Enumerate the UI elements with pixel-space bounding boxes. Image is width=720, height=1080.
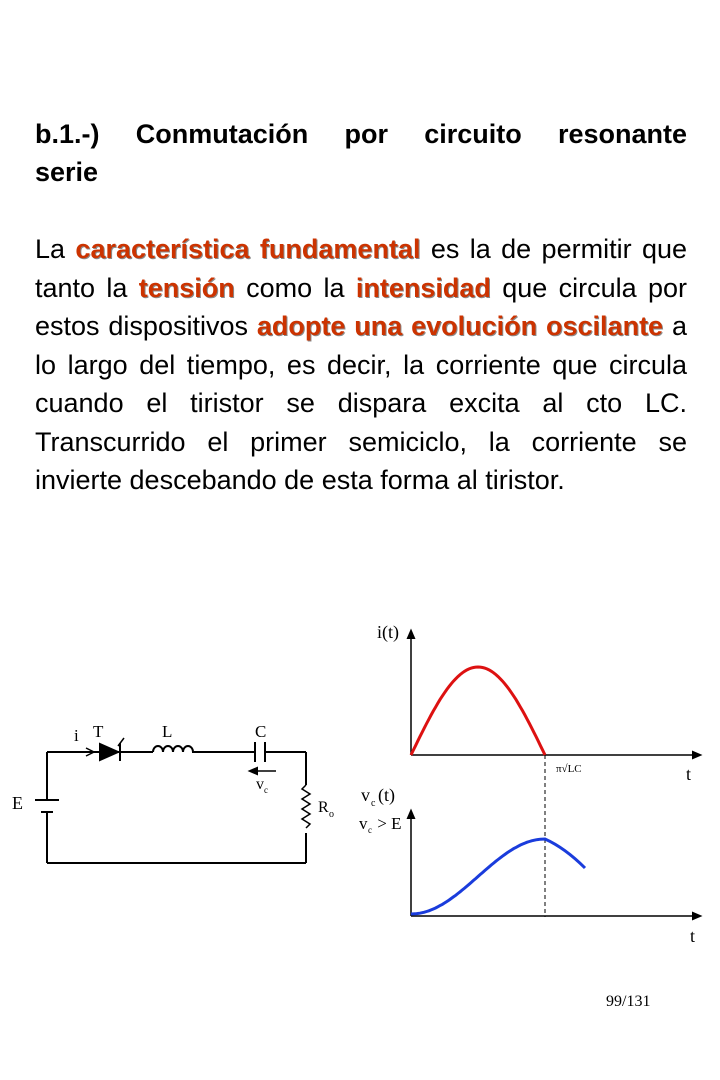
highlight-intensidad: intensidad [355,272,491,303]
circuit-label-c: C [255,722,267,741]
paragraph-text-3: como la [234,272,356,303]
circuit-label-r-sub: o [329,809,334,820]
voltage-condition-rest: > E [373,814,402,833]
circuit-diagram [35,738,310,863]
section-heading-line-1: b.1.-) Conmutación por circuito resonante [35,119,687,149]
paragraph-text-5: a lo largo del tiempo, es decir, la corriente que circula cuando el tiristor se dispara excita al cto LC. Transcurrido el primer semiciclo, la corriente se invierte descebando de esta forma al tiristor. [35,311,687,495]
inductor-coil [153,746,195,752]
voltage-graph [359,785,698,946]
voltage-x-label: t [690,926,696,946]
voltage-condition-v: v [359,814,368,833]
circuit-label-l: L [162,722,173,741]
voltage-y-label-rest: (t) [378,785,395,805]
highlight-caracteristica: característica fundamental [75,234,421,264]
current-tick-label: π√LC [556,763,582,775]
circuit-label-vc: v [256,776,264,793]
thyristor-triangle [100,744,118,760]
voltage-y-label-v: v [361,785,370,805]
current-curve [411,667,545,755]
paragraph-text-4: que circula por estos dispositivos [35,272,687,341]
current-x-label: t [686,764,692,784]
voltage-y-label-sub: c [371,798,376,809]
circuit-label-vc-sub: c [264,785,268,795]
current-y-label: i(t) [377,622,399,642]
voltage-condition-sub: c [368,825,372,835]
section-heading-line-2: serie [35,157,99,187]
resistor-zigzag [302,785,310,828]
voltage-curve [411,839,585,914]
circuit-label-r: R [318,799,329,816]
page-number: 99/131 [606,993,651,1010]
paragraph-text-1: La [35,234,76,264]
highlight-evolucion: adopte una evolución oscilante [256,311,664,341]
highlight-tension: tensión [138,272,235,303]
circuit-label-t: T [93,722,104,741]
current-graph [377,622,698,784]
circuit-label-e: E [12,793,23,813]
circuit-label-i: i [74,726,79,745]
paragraph-text-2: es la de permitir que tanto la [35,234,687,303]
